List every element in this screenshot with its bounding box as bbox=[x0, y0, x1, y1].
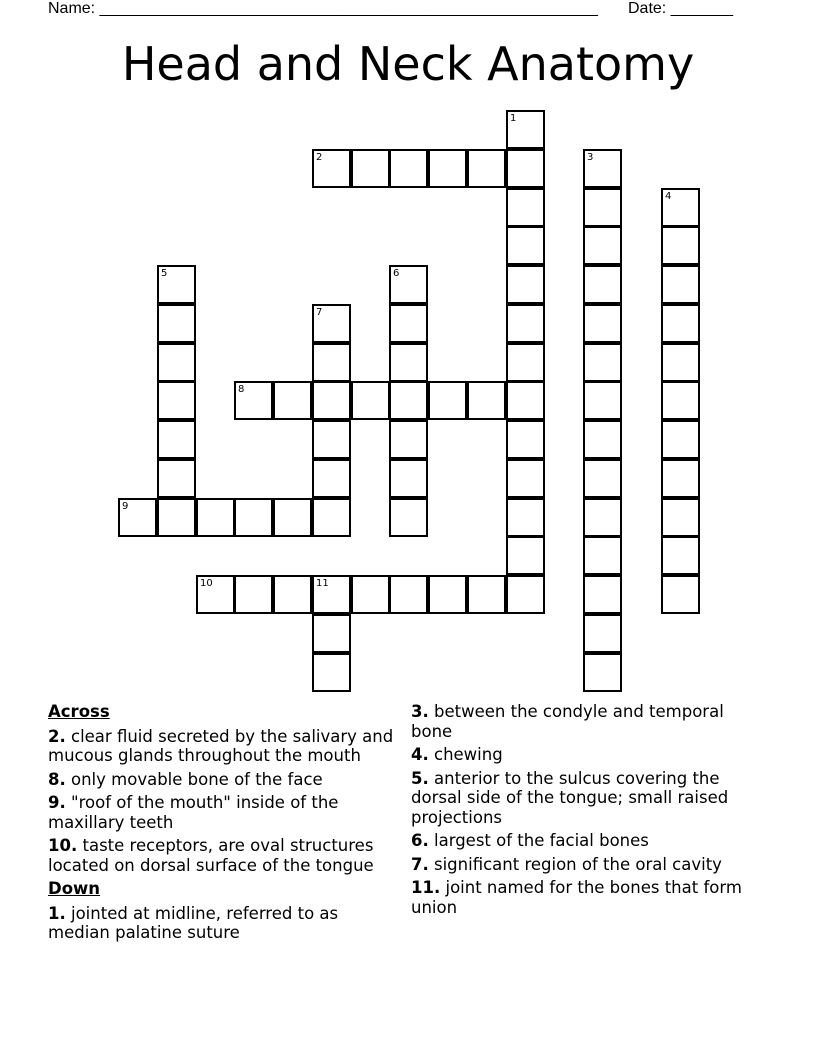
clue-text: between the condyle and temporal bone bbox=[411, 702, 724, 741]
grid-cell[interactable] bbox=[157, 420, 196, 459]
grid-cell[interactable] bbox=[506, 304, 545, 343]
clue-number-label: 3 bbox=[587, 152, 594, 163]
grid-cell[interactable] bbox=[583, 653, 622, 692]
grid-cell[interactable] bbox=[157, 498, 196, 537]
grid-cell[interactable] bbox=[157, 304, 196, 343]
grid-cell[interactable] bbox=[506, 226, 545, 265]
grid-cell[interactable] bbox=[467, 149, 506, 188]
clues-right-column bbox=[411, 702, 761, 921]
grid-cell[interactable] bbox=[583, 459, 622, 498]
clue-number: 1. bbox=[48, 903, 66, 923]
clue-number-label: 1 bbox=[510, 113, 517, 124]
grid-cell[interactable] bbox=[234, 575, 273, 614]
grid-cell[interactable] bbox=[351, 149, 390, 188]
grid-cell[interactable] bbox=[389, 459, 428, 498]
grid-cell[interactable] bbox=[506, 265, 545, 304]
clue-across-10 bbox=[48, 836, 398, 875]
grid-cell[interactable] bbox=[506, 343, 545, 382]
clue-number: 7. bbox=[411, 854, 429, 874]
grid-cell[interactable] bbox=[196, 498, 235, 537]
clue-number: 4. bbox=[411, 745, 429, 764]
grid-cell[interactable] bbox=[389, 304, 428, 343]
grid-cell[interactable] bbox=[506, 110, 545, 149]
clue-number: 8. bbox=[48, 769, 66, 789]
clue-number-label: 10 bbox=[200, 578, 213, 589]
grid-cell[interactable] bbox=[234, 498, 273, 537]
grid-cell[interactable] bbox=[428, 149, 467, 188]
clue-number-label: 6 bbox=[393, 268, 400, 279]
grid-cell[interactable] bbox=[351, 575, 390, 614]
grid-cell[interactable] bbox=[312, 343, 351, 382]
grid-cell[interactable] bbox=[312, 381, 351, 420]
date-field-label[interactable]: Date: _______ bbox=[628, 0, 733, 17]
grid-cell[interactable] bbox=[157, 265, 196, 304]
clue-number: 10. bbox=[48, 836, 78, 855]
clue-down-11 bbox=[411, 878, 761, 917]
grid-cell[interactable] bbox=[583, 149, 622, 188]
grid-cell[interactable] bbox=[661, 226, 700, 265]
clue-number: 6. bbox=[411, 831, 429, 850]
clue-down-6 bbox=[411, 831, 761, 851]
clue-number-label: 11 bbox=[316, 578, 329, 589]
grid-cell[interactable] bbox=[157, 381, 196, 420]
clue-down-7 bbox=[411, 855, 761, 875]
grid-cell[interactable] bbox=[312, 614, 351, 653]
clue-down-1 bbox=[48, 904, 398, 943]
grid-cell[interactable] bbox=[661, 536, 700, 575]
grid-cell[interactable] bbox=[583, 343, 622, 382]
grid-cell[interactable] bbox=[583, 575, 622, 614]
clue-number: 9. bbox=[48, 793, 66, 812]
grid-cell[interactable] bbox=[389, 149, 428, 188]
grid-cell[interactable] bbox=[273, 498, 312, 537]
grid-cell[interactable] bbox=[389, 420, 428, 459]
grid-cell[interactable] bbox=[661, 304, 700, 343]
grid-cell[interactable] bbox=[583, 304, 622, 343]
grid-cell[interactable] bbox=[389, 498, 428, 537]
clue-number: 11. bbox=[411, 878, 441, 897]
grid-cell[interactable] bbox=[467, 381, 506, 420]
grid-cell[interactable] bbox=[351, 381, 390, 420]
grid-cell[interactable] bbox=[389, 343, 428, 382]
grid-cell[interactable] bbox=[157, 459, 196, 498]
page-title: Head and Neck Anatomy bbox=[121, 37, 695, 91]
clue-number: 5. bbox=[411, 768, 429, 788]
grid-cell[interactable] bbox=[583, 265, 622, 304]
clue-text: jointed at midline, referred to as median palatine suture bbox=[48, 903, 339, 942]
clue-number: 2. bbox=[48, 726, 66, 746]
grid-cell[interactable] bbox=[661, 381, 700, 420]
clue-across-9 bbox=[48, 793, 398, 832]
across-heading: Across bbox=[48, 702, 110, 721]
clue-text: significant region of the oral cavity bbox=[434, 854, 722, 874]
grid-cell[interactable] bbox=[583, 614, 622, 653]
clue-text: chewing bbox=[434, 745, 503, 764]
grid-cell[interactable] bbox=[157, 343, 196, 382]
grid-cell[interactable] bbox=[506, 381, 545, 420]
clue-across-2 bbox=[48, 727, 398, 766]
grid-cell[interactable] bbox=[661, 498, 700, 537]
grid-cell[interactable] bbox=[312, 653, 351, 692]
grid-cell[interactable] bbox=[661, 265, 700, 304]
grid-cell[interactable] bbox=[234, 381, 273, 420]
grid-cell[interactable] bbox=[506, 420, 545, 459]
grid-cell[interactable] bbox=[389, 575, 428, 614]
down-heading: Down bbox=[48, 879, 101, 898]
grid-cell[interactable] bbox=[661, 188, 700, 227]
grid-cell[interactable] bbox=[661, 343, 700, 382]
clue-text: joint named for the bones that form union bbox=[411, 878, 742, 917]
grid-cell[interactable] bbox=[661, 420, 700, 459]
grid-cell[interactable] bbox=[428, 575, 467, 614]
grid-cell[interactable] bbox=[312, 575, 351, 614]
clue-number-label: 4 bbox=[665, 191, 672, 202]
grid-cell[interactable] bbox=[583, 420, 622, 459]
grid-cell[interactable] bbox=[506, 536, 545, 575]
grid-cell[interactable] bbox=[467, 575, 506, 614]
grid-cell[interactable] bbox=[506, 149, 545, 188]
grid-cell[interactable] bbox=[583, 226, 622, 265]
grid-cell[interactable] bbox=[312, 498, 351, 537]
grid-cell[interactable] bbox=[389, 381, 428, 420]
clue-down-4 bbox=[411, 745, 761, 765]
grid-cell[interactable] bbox=[583, 536, 622, 575]
clue-across-8 bbox=[48, 770, 398, 790]
clue-number: 3. bbox=[411, 702, 429, 721]
grid-cell[interactable] bbox=[118, 498, 157, 537]
grid-cell[interactable] bbox=[273, 575, 312, 614]
grid-cell[interactable] bbox=[273, 381, 312, 420]
clue-number-label: 2 bbox=[316, 152, 323, 163]
clue-text: clear fluid secreted by the salivary and mucous glands throughout the mouth bbox=[48, 726, 394, 765]
grid-cell[interactable] bbox=[506, 498, 545, 537]
clue-text: largest of the facial bones bbox=[434, 831, 649, 850]
clues-left-column bbox=[48, 702, 398, 947]
clue-number-label: 8 bbox=[238, 384, 245, 395]
grid-cell[interactable] bbox=[506, 575, 545, 614]
clue-down-5 bbox=[411, 769, 761, 828]
grid-cell[interactable] bbox=[312, 304, 351, 343]
clue-number-label: 9 bbox=[122, 501, 129, 512]
grid-cell[interactable] bbox=[583, 498, 622, 537]
grid-cell[interactable] bbox=[506, 459, 545, 498]
grid-cell[interactable] bbox=[428, 381, 467, 420]
grid-cell[interactable] bbox=[312, 149, 351, 188]
grid-cell[interactable] bbox=[196, 575, 235, 614]
clue-number-label: 5 bbox=[161, 268, 168, 279]
clue-text: "roof of the mouth" inside of the maxillary teeth bbox=[48, 793, 339, 832]
clue-text: anterior to the sulcus covering the dorsal side of the tongue; small raised projections bbox=[411, 768, 729, 827]
grid-cell[interactable] bbox=[312, 459, 351, 498]
clue-text: taste receptors, are oval structures located on dorsal surface of the tongue bbox=[48, 836, 374, 875]
clue-number-label: 7 bbox=[316, 307, 323, 318]
grid-cell[interactable] bbox=[506, 188, 545, 227]
clue-down-3 bbox=[411, 702, 761, 741]
grid-cell[interactable] bbox=[389, 265, 428, 304]
clue-text: only movable bone of the face bbox=[71, 769, 323, 789]
name-field-label[interactable]: Name: ________________________________________________________ bbox=[48, 0, 598, 17]
grid-cell[interactable] bbox=[583, 381, 622, 420]
grid-cell[interactable] bbox=[661, 575, 700, 614]
grid-cell[interactable] bbox=[583, 188, 622, 227]
grid-cell[interactable] bbox=[661, 459, 700, 498]
grid-cell[interactable] bbox=[312, 420, 351, 459]
